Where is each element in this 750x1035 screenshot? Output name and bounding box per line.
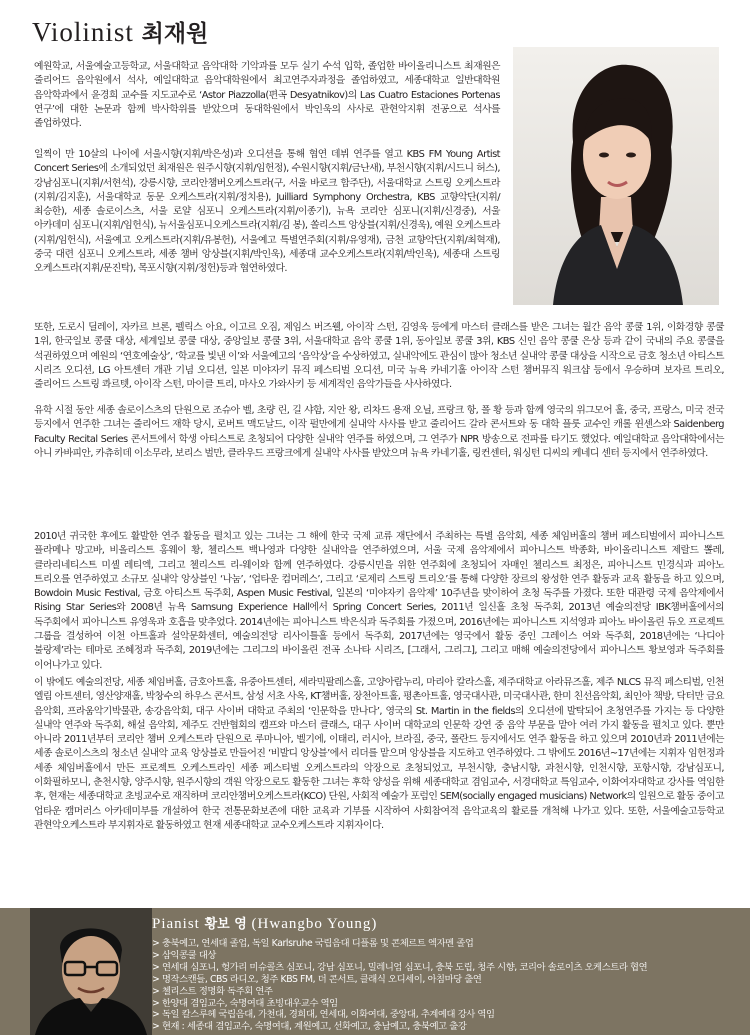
career-item: > 연세대 심포니, 헝가리 미슈콜츠 심포니, 강남 심포니, 밀레니엄 심포니, 충북 도립, 청주 시향, 코리아 솔로이츠 오케스트라 협연	[152, 961, 648, 973]
bio-text: 유학 시절 동안 세종 솔로이스츠의 단원으로 조슈아 벨, 초량 린, 길 샤함, 지안 왕, 리차드 용재 오닐, 프랑크 항, 폴 황 등과 함께 영국의 위그모어 홀, 중국, 프랑스, 미국 전국 등지에서 연주한 그녀는 줄리어드 재학 당시, 로버트 맥도날드, 이작 펄만에게 실내악 사사를 받고 줄리어드 갈라 콘서트와 동 대학 플룻 교수인 캐롤 윈센스와 Saidenberg Faculty Recital Series 콘서트에서 학생 아티스트로 초청되어 다양한 실내악 연주를 하였으며, 그 연주가 NPR 방송으로 전파를 타기도 했었다. 예일대학교 음악대학에서는 아니 카바피안, 카츄히데 이소무라, 보리스 벌만, 클라우드 프랑크에게 실내악 사사를 받았으며 뉴욕 카네기홀, 링컨센터, 워싱턴 디씨의 케네디 센터 등지에서 연주하였다.	[34, 405, 724, 459]
bio-text: 또한, 도로시 딜레이, 자카르 브론, 펠릭스 아요, 이고르 오짐, 제임스 버즈웰, 아이작 스턴, 김영욱 등에게 마스터 클래스를 받은 그녀는 월간 음악 콩쿨 1위, 이화경향 콩쿨 1위, 한국일보 콩쿨 대상, 세계일보 콩쿨 대상, 중앙일보 콩쿨 3위, 서울대학교 음악 콩쿨 1위, 동아일보 콩쿨 3위, KBS 신인 음악 콩쿨 은상 등과 같이 국내의 주요 콩쿨을 석권하였으며 예원의 ‘연호예술상’, ‘학교를 빛낸 이’와 서울예고의 ‘음악상’을 수상하였고, 실내악에도 관심이 많아 청소년 실내악 콩쿨 대상을 시작으로 금호 청소년 아티스트 시리즈 오디션, LG 아트센터 개관 기념 오디션, 일본 미야자키 뮤직 페스티벌 오디션, 미국 뉴욕 카네기홀 아이작 스턴 챔버뮤직 워크샵 등에서 우승하며 보자르 트리오, 줄리어드 스트링 콰르텟, 아이작 스턴, 마이클 트리, 마사오 가와사키 등 세계적인 음악가들을 사사하였다.	[34, 322, 724, 391]
violinist-title	[32, 14, 208, 52]
pianist-name-en: (Hwangbo Young)	[251, 916, 378, 932]
pianist-name: 황보 영	[204, 917, 247, 932]
bio-paragraph-activities	[34, 676, 724, 833]
bio-text: 일찍이 만 10살의 나이에 서울시향(지휘/박은성)과 오디션을 통해 협연 데뷔 연주를 열고 KBS FM Young Artist Concert Series에 소개되었던 최재원은 원주시향(지휘/임헌정), 수원시향(지휘/금난새), 부천시향(지휘/시드니 허스), 강남심포니(지휘/서현석), 강릉시향, 코리안챔버오케스트라(구, 서울 바로크 합주단), 서울대학교 스트링 오케스트라(지휘/김지훈), 서울대학교 동문 오케스트라(지휘/정치용), Juilliard Symphony Orchestra, KBS 교향악단(지휘/최승한), 세종 솔로이스츠, 서울 로얄 심포니 오케스트라(지휘/이종기), 뉴욕 코리안 심포니(지휘/신경중), 서울 아카데미 심포니(지휘/임헌식), 뉴서울심포니오케스트라(지휘/김 봉), 쏠리스트 앙상블(지휘/신경욱), 예원 오케스트라(지휘/임헌식), 서울예고 오케스트라(지휘/유봉헌), 서울예고 특별연주회(지휘/유영재), 금천 교향악단(지휘/최혁재), 중국 대련 심포니 오케스트라, 세종 챔버 앙상블(지휘/박인욱), 세종대 교수오케스트라(지휘/박인욱), 세종대 스트링 오케스트라(지휘/문진탁), 목포시향(지휘/정헌)등과 협연하였다.	[34, 149, 500, 275]
bio-text: 2010년 귀국한 후에도 활발한 연주 활동을 펼치고 있는 그녀는 그 해에 한국 국제 교류 재단에서 주최하는 특별 음악회, 세종 체임버홀의 챔버 페스티벌에서 피아니스트 플라메나 망고바, 비올리스트 홍웨이 황, 첼리스트 백나영과 다양한 실내악을 연주하였으며, 서울 국제 음악제에서 피아니스트 박종화, 바이올리니스트 제랄드 뽈레, 클라리네티스트 미셸 레티엑, 그리고 첼리스트 리-웨이와 함께 연주하였다. 강릉시민을 위한 연주회에 초청되어 자매인 첼리스트 최정은, 피아니스트 민경식과 피아노 트리오를 연주하였고 소규모 실내악 앙상블인 ‘나눔’, ‘업타운 컴머레스’, 그리고 ‘로제리 스트링 트리오’를 통해 다양한 장르의 왕성한 연주 활동과 교육 활동을 하고 있으며, Bowdoin Music Festival, 금호 아티스트 독주회, Aspen Music Festival, 일본의 ‘미야자키 음악제’ 10주년을 맞이하여 초청 독주를 가졌다. 또한 대관령 국제 음악제에서 Rising Star Series와 2008년 뉴욕 Samsung Experience Hall에서 Spring Concert Series, 2011년 일신홀 초청 독주회, 2013년 예술의전당 IBK챔버홀에서의 독주회에서 피아니스트 유영욱과 호흡을 맞추었다. 2014년에는 피아니스트 박은식과 독주회를 가졌으며, 2016년에는 피아니스트 지석영과 피아노 바이올린 듀오 프로젝트 그룹을 결성하여 이천 아트홀과 설악문화센터, 예술의전당 리사이틀홀 등에서 독주회, 2017년에는 영국에서 활동 중인 그레이스 여와 독주회, 2018년에는 ‘나디아 불랑제’라는 테마로 조혜정과 독주회, 2019년에는 그리그의 바이올린 전곡 소나타 시리즈, [그래서, 그리그], 그리고 매해 예술의전당에서 피아니스트 황보영과 독주회를 이어나가고 있다.	[34, 531, 724, 671]
pianist-career-list	[152, 938, 742, 1033]
violinist-portrait	[513, 47, 719, 305]
pianist-portrait	[30, 908, 152, 1035]
bio-text: 예원학교, 서울예술고등학교, 서울대학교 음악대학 기악과를 모두 실기 수석 입학, 졸업한 바이올리니스트 최재원은 줄리어드 음악원에서 석사, 예일대학교 음악대학원에서 최고연주자과정을 졸업하였고, 세종대학교 일반대학원 음악학과에서 윤경희 교수를 지도교수로 ‘Astor Piazzolla(편곡 Desyatnikov)의 Las Cuatro Estaciones Portenas 연구’에 대한 논문과 함께 박사학위를 받았으며 동대학원에서 박인욱의 사사로 관현악지휘 전공으로 석사를 졸업하였다.	[34, 61, 500, 130]
career-item: > 명작스캔들, CBS 라디오, 청주 KBS FM, 더 콘서트, 클래식 오디세이, 아침마당 출연	[152, 973, 482, 985]
bio-text: 이 밖에도 예술의전당, 세종 체임버홀, 금호아트홀, 유중아트센터, 세라믹팔레스홀, 고양아람누리, 마리아 칼라스홀, 제주대학교 아라뮤즈홀, 제주 NLCS 뮤직 페스티벌, 인천 엘림 아트센터, 영산양재홀, 박창수의 하우스 콘서트, 삼성 서초 사옥, KT챔버홀, 장천아트홀, 평촌아트홀, 영국대사관, 미국대사관, 한미 친선음악회, 최인아 책방, 닥터만 금요 음악회, 프라움악기박물관, 송강음악회, 대구 사이버 대학교 주최의 ‘인문학을 만나다’, 영국의 St. Martin in the fields의 오디션에 발탁되어 초청연주를 가지는 등 다양한 실내악 연주와 독주회, 해설 음악회, 제주도 건반협회의 캠프와 마스터 클래스, 대구 사이버 대학교의 인문학 강연 중 음악 부문을 맡아 여러 가지 활동을 펼치고 있다. 뿐만 아니라 2011년부터 코리안 챔버 오케스트라 단원으로 루마니아, 벨기에, 이태리, 러시아, 브라질, 중국, 폴란드 등지에서도 연주 활동을 하고 있으며 2010년과 2011년에는 세종 솔로이스츠의 청소년 실내악 교육 앙상블로 만들어진 ‘비발디 앙상블’에서 리더를 맡으며 앙상블을 지도하고 연주하였다. 그 밖에도 2016년~17년에는 지휘자 임헌정과 세종 체임버홀에서 만든 프로젝트 오케스트라인 세종 페스티벌 오케스트라의 악장으로 초청되었고, 부천시향, 충남시향, 과천시향, 인천시향, 포항시향, 강남심포니, 이화필하모니, 춘천시향, 양주시향, 원주시향의 객원 악장으로도 활동한 그녀는 후학 양성을 위해 세종대학교 겸임교수, 서경대학교 특임교수, 이화여자대학교 강사를 역임한 후, 현재는 세종대학교 초빙교수로 재직하며 코리안챔버오케스트라(KCO) 단원, 사회적 예술가 포럼인 SEM(socially engaged musicians) Network의 일원으로 활동 중이고 업타운 캠머러스 아카데미부를 개설하여 한국 전통문화보존에 대한 교육과 기부를 시작하여 사회참여적 음악교육의 활로를 개척해 나가고 있다. 또한, 서울예술고등학교 관현악오케스트라 부지휘자로 활동하였고 현재 세종대학교 교수오케스트라 지휘자이다.	[34, 677, 724, 831]
bio-paragraph-awards	[34, 321, 724, 392]
pianist-title	[152, 914, 377, 935]
bio-paragraph-debut	[34, 148, 500, 277]
career-item: > 독일 칼스루헤 국립음대, 가천대, 경희대, 연세대, 이화여대, 중앙대, 추계예대 강사 역임	[152, 1009, 495, 1021]
violinist-title-en: Violinist	[32, 17, 134, 47]
violinist-name: 최재원	[141, 21, 209, 47]
bio-paragraph-study-abroad	[34, 404, 724, 461]
career-item: > 삼익콩쿨 대상	[152, 949, 216, 961]
pianist-section	[0, 908, 750, 1035]
pianist-title-en: Pianist	[152, 916, 200, 932]
career-item: > 한양대 겸임교수, 숙명여대 초빙대우교수 역임	[152, 997, 338, 1009]
career-item: > 충북예고, 연세대 졸업, 독일 Karlsruhe 국립음대 디플롬 및 콘체르트 엑자멘 졸업	[152, 938, 474, 949]
bio-paragraph-career	[34, 530, 724, 673]
career-item: > 현재 : 세종대 겸임교수, 숙명여대, 계원예고, 선화예고, 충남예고, 충북예고 출강	[152, 1021, 467, 1033]
bio-paragraph-education	[34, 60, 500, 131]
career-item: > 첼리스트 정명화 독주회 연주	[152, 985, 273, 997]
